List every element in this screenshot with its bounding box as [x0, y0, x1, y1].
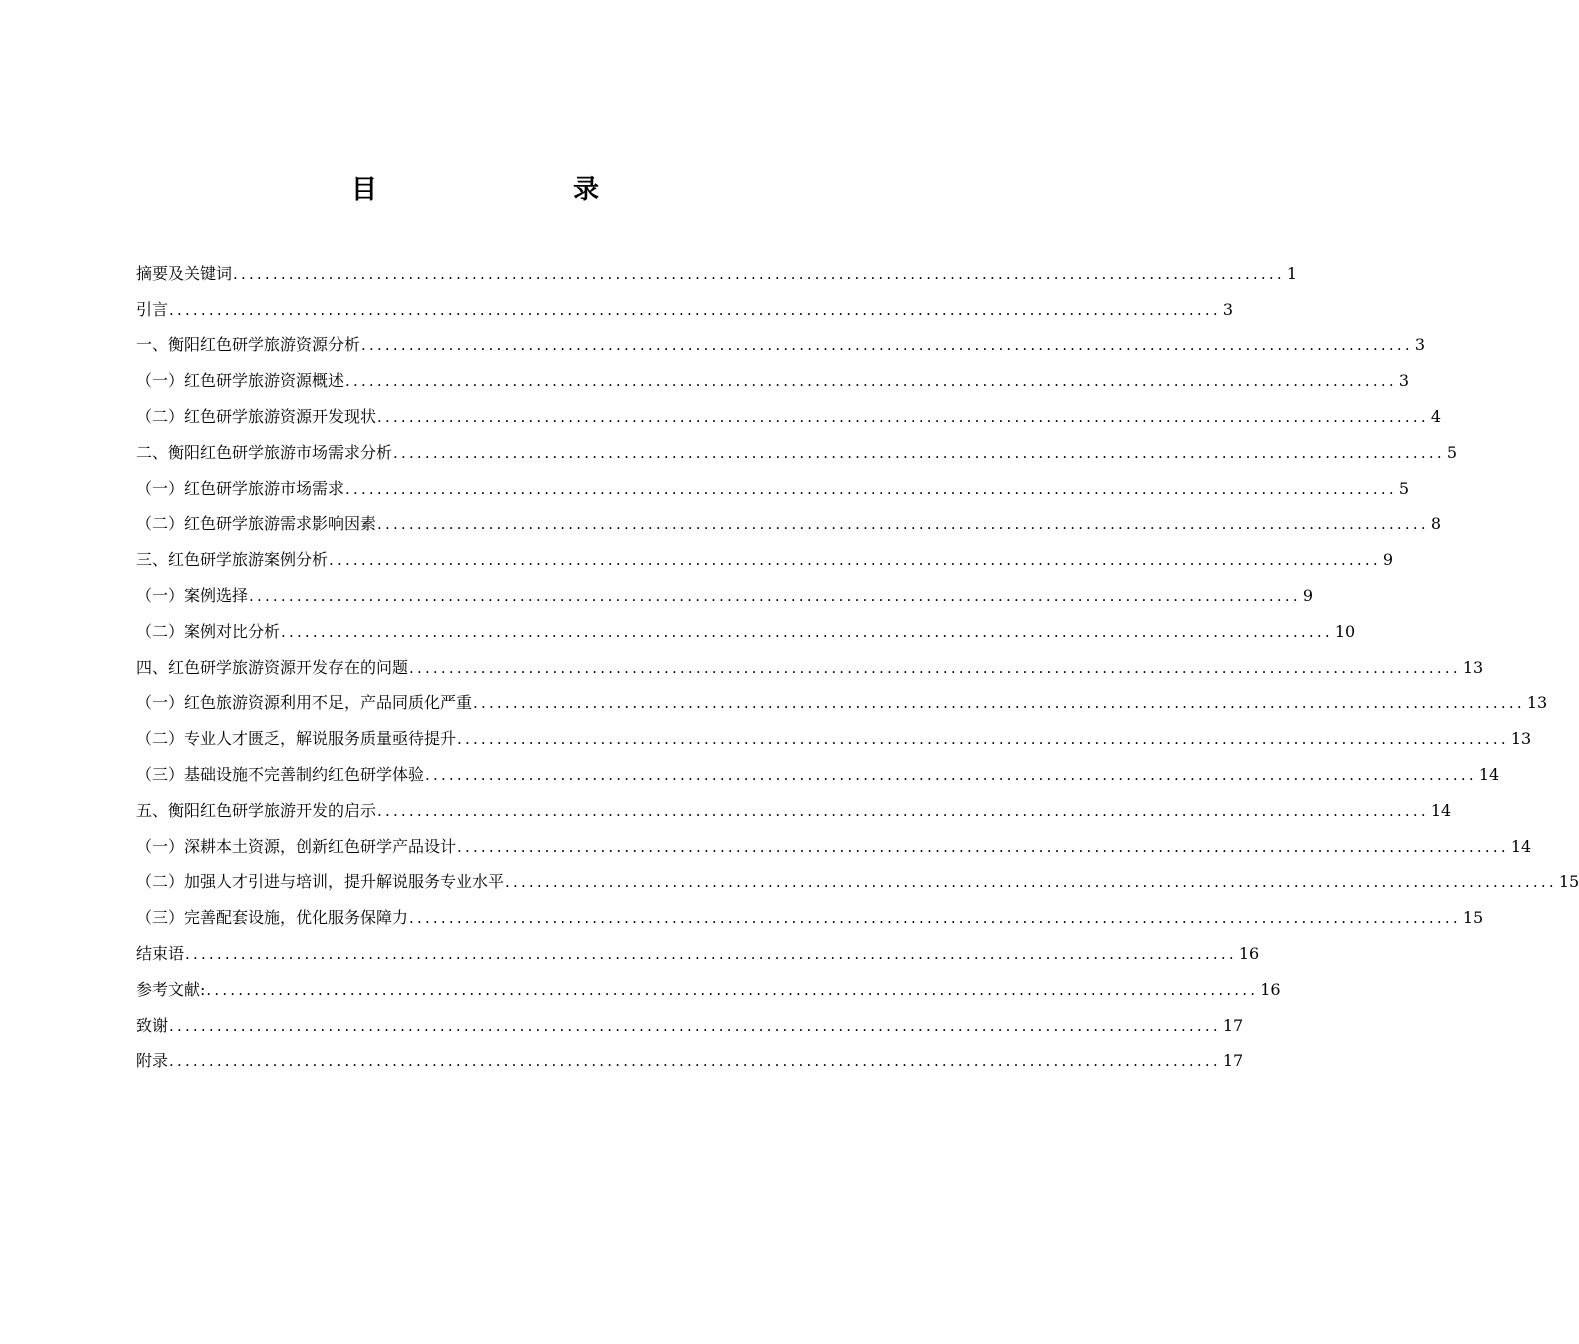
toc-dot-leader: ....................................................................................................................................: [361, 336, 1413, 355]
toc-entry[interactable]: [136, 1008, 1244, 1044]
toc-page-number: 13: [1526, 693, 1548, 713]
toc-entry[interactable]: [136, 1044, 1244, 1080]
toc-entry-title: 四、红色研学旅游资源开发存在的问题: [136, 657, 409, 677]
toc-entry-title: 结束语: [136, 943, 185, 963]
toc-entry-title: （一）红色旅游资源利用不足，产品同质化严重: [136, 693, 473, 713]
toc-dot-leader: ....................................................................................................................................: [169, 1052, 1221, 1071]
toc-entry[interactable]: [136, 865, 1579, 901]
toc-entry-title: 致谢: [136, 1015, 169, 1035]
toc-page-number: 16: [1260, 979, 1281, 999]
toc-page-number: 3: [1414, 335, 1425, 355]
toc-dot-leader: ....................................................................................................................................: [457, 730, 1509, 749]
toc-page-number: 10: [1334, 621, 1356, 641]
toc-dot-leader: ....................................................................................................................................: [393, 443, 1445, 462]
toc-dot-leader: ....................................................................................................................................: [457, 837, 1509, 856]
toc-entry[interactable]: [136, 972, 1281, 1008]
toc-page-number: 8: [1430, 514, 1441, 534]
toc-entry[interactable]: [136, 435, 1457, 471]
toc-entry-title: （二）加强人才引进与培训，提升解说服务专业水平: [136, 872, 505, 892]
toc-entry[interactable]: [136, 686, 1548, 722]
toc-entry-title: 摘要及关键词: [136, 263, 233, 283]
toc-page-number: 4: [1430, 406, 1441, 426]
toc-page-number: 17: [1222, 1015, 1244, 1035]
toc-page-number: 9: [1302, 585, 1313, 605]
toc-entry-title: 三、红色研学旅游案例分析: [136, 550, 329, 570]
toc-entry[interactable]: [136, 363, 1409, 399]
toc-entry[interactable]: [136, 578, 1313, 614]
toc-page-number: 13: [1510, 729, 1532, 749]
toc-entry[interactable]: [136, 399, 1441, 435]
toc-entry-title: （一）案例选择: [136, 585, 249, 605]
page-title: 目 录: [350, 175, 647, 205]
toc-page-number: 16: [1238, 943, 1260, 963]
toc-page-number: 1: [1286, 263, 1297, 283]
toc-page-number: 5: [1446, 442, 1457, 462]
toc-page-number: 5: [1398, 478, 1409, 498]
toc-dot-leader: ....................................................................................................................................: [377, 801, 1429, 820]
toc-entry[interactable]: [136, 471, 1409, 507]
toc-entry[interactable]: [136, 292, 1233, 328]
toc-page-number: 17: [1222, 1051, 1244, 1071]
toc-dot-leader: ....................................................................................................................................: [206, 980, 1259, 999]
toc-page-number: 3: [1398, 371, 1409, 391]
toc-entry[interactable]: [136, 721, 1532, 757]
toc-dot-leader: ....................................................................................................................................: [345, 479, 1397, 498]
toc-page-number: 14: [1430, 800, 1452, 820]
toc-page-number: 3: [1222, 299, 1233, 319]
toc-dot-leader: ....................................................................................................................................: [233, 264, 1285, 283]
toc-entry-title: 五、衡阳红色研学旅游开发的启示: [136, 800, 377, 820]
toc-entry[interactable]: [136, 650, 1484, 686]
toc-entry[interactable]: [136, 900, 1484, 936]
toc-entry[interactable]: [136, 936, 1260, 972]
toc-page-number: 15: [1558, 872, 1579, 892]
toc-dot-leader: ....................................................................................................................................: [409, 909, 1461, 928]
toc-entry[interactable]: [136, 614, 1356, 650]
toc-dot-leader: ....................................................................................................................................: [377, 407, 1429, 426]
toc-entry[interactable]: [136, 256, 1297, 292]
toc-dot-leader: ....................................................................................................................................: [281, 622, 1333, 641]
toc-dot-leader: ....................................................................................................................................: [377, 515, 1429, 534]
toc-dot-leader: ....................................................................................................................................: [473, 694, 1525, 713]
toc-entry[interactable]: [136, 507, 1441, 543]
toc-dot-leader: ....................................................................................................................................: [345, 372, 1397, 391]
toc-entry-title: 一、衡阳红色研学旅游资源分析: [136, 335, 361, 355]
toc-entry-title: 引言: [136, 299, 169, 319]
toc-entry-title: 参考文献:: [136, 979, 206, 999]
toc-page-number: 9: [1382, 550, 1393, 570]
table-of-contents: [136, 256, 1579, 1079]
toc-entry[interactable]: [136, 829, 1532, 865]
toc-entry-title: 二、衡阳红色研学旅游市场需求分析: [136, 442, 393, 462]
toc-page-number: 14: [1510, 836, 1532, 856]
toc-entry-title: （二）红色研学旅游资源开发现状: [136, 406, 377, 426]
toc-dot-leader: ....................................................................................................................................: [169, 1016, 1221, 1035]
toc-entry-title: （一）红色研学旅游市场需求: [136, 478, 345, 498]
toc-entry-title: （二）专业人才匮乏，解说服务质量亟待提升: [136, 729, 457, 749]
toc-dot-leader: ....................................................................................................................................: [249, 586, 1301, 605]
toc-entry-title: （二）红色研学旅游需求影响因素: [136, 514, 377, 534]
toc-entry-title: （一）红色研学旅游资源概述: [136, 371, 345, 391]
toc-dot-leader: ....................................................................................................................................: [425, 765, 1477, 784]
toc-dot-leader: ....................................................................................................................................: [185, 944, 1237, 963]
toc-entry-title: （三）基础设施不完善制约红色研学体验: [136, 764, 425, 784]
toc-entry-title: 附录: [136, 1051, 169, 1071]
toc-entry-title: （三）完善配套设施，优化服务保障力: [136, 908, 409, 928]
toc-entry[interactable]: [136, 793, 1452, 829]
toc-dot-leader: ....................................................................................................................................: [169, 300, 1221, 319]
toc-entry-title: （二）案例对比分析: [136, 621, 281, 641]
toc-dot-leader: ....................................................................................................................................: [505, 873, 1557, 892]
toc-page-number: 14: [1478, 764, 1500, 784]
toc-page-number: 13: [1462, 657, 1484, 677]
toc-entry[interactable]: [136, 542, 1393, 578]
toc-dot-leader: ....................................................................................................................................: [329, 551, 1381, 570]
toc-entry-title: （一）深耕本土资源，创新红色研学产品设计: [136, 836, 457, 856]
toc-dot-leader: ....................................................................................................................................: [409, 658, 1461, 677]
toc-entry[interactable]: [136, 328, 1425, 364]
toc-page-number: 15: [1462, 908, 1484, 928]
toc-entry[interactable]: [136, 757, 1500, 793]
